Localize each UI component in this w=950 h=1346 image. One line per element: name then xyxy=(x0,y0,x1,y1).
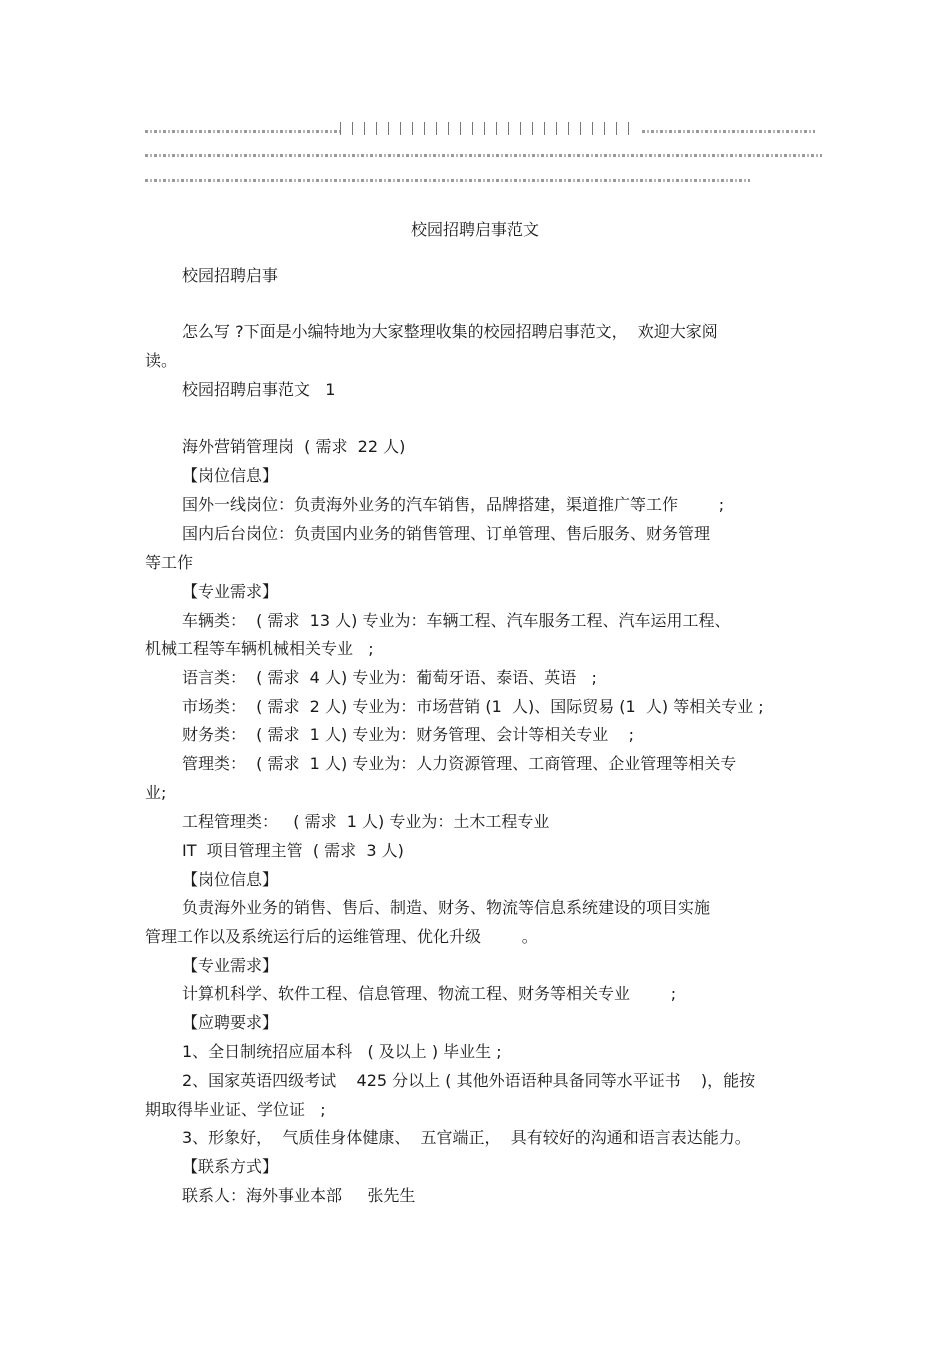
header-noise-line-2 xyxy=(145,154,822,157)
text-line: 机械工程等车辆机械相关专业 ; xyxy=(145,639,374,658)
text-line: 【应聘要求】 xyxy=(182,1013,279,1032)
text-line: 等工作 xyxy=(145,553,194,572)
text-line: 管理类： ( 需求 1 人) 专业为：人力资源管理、工商管理、企业管理等相关专 xyxy=(182,754,737,773)
text-line: 3、形象好， 气质佳身体健康、 五官端正， 具有较好的沟通和语言表达能力。 xyxy=(182,1128,751,1147)
text-line: 【专业需求】 xyxy=(182,956,279,975)
text-line: 工程管理类： ( 需求 1 人) 专业为：土木工程专业 xyxy=(182,812,550,831)
text-line: 校园招聘启事 xyxy=(182,266,279,285)
text-line: 财务类： ( 需求 1 人) 专业为：财务管理、会计等相关专业 ; xyxy=(182,725,635,744)
text-line: 读。 xyxy=(145,351,178,370)
text-line: 1、全日制统招应届本科 ( 及以上 ) 毕业生 ; xyxy=(182,1042,502,1061)
text-line: 2、国家英语四级考试 425 分以上 ( 其他外语语种具备同等水平证书 )，能按 xyxy=(182,1071,756,1090)
text-line: 国内后台岗位：负责国内业务的销售管理、订单管理、售后服务、财务管理 xyxy=(182,524,711,543)
text-line: 海外营销管理岗 ( 需求 22 人) xyxy=(182,437,406,456)
header-noise-ticks xyxy=(340,122,640,135)
header-noise-line-1b xyxy=(642,130,815,133)
text-line: 负责海外业务的销售、售后、制造、财务、物流等信息系统建设的项目实施 xyxy=(182,898,711,917)
text-line: IT 项目管理主管 ( 需求 3 人) xyxy=(182,841,404,860)
text-line: 语言类： ( 需求 4 人) 专业为：葡萄牙语、泰语、英语 ; xyxy=(182,668,597,687)
text-line: 计算机科学、软件工程、信息管理、物流工程、财务等相关专业 ; xyxy=(182,984,677,1003)
text-line: 联系人：海外事业本部 张先生 xyxy=(182,1186,416,1205)
text-line: 【联系方式】 xyxy=(182,1157,279,1176)
text-line: 市场类： ( 需求 2 人) 专业为：市场营销 (1 人)、国际贸易 (1 人) 等相关专业 ; xyxy=(182,697,764,716)
text-line: 管理工作以及系统运行后的运维管理、优化升级 。 xyxy=(145,927,538,946)
text-line: 【岗位信息】 xyxy=(182,466,279,485)
text-line: 校园招聘启事范文 1 xyxy=(182,380,336,399)
text-line: 车辆类： ( 需求 13 人) 专业为：车辆工程、汽车服务工程、汽车运用工程、 xyxy=(182,611,731,630)
text-line: 国外一线岗位：负责海外业务的汽车销售，品牌搭建，渠道推广等工作 ; xyxy=(182,495,725,514)
header-noise-line-1 xyxy=(145,130,340,133)
text-line: 【专业需求】 xyxy=(182,582,279,601)
document-title: 校园招聘启事范文 xyxy=(410,220,539,239)
text-line: 怎么写 ?下面是小编特地为大家整理收集的校园招聘启事范文， 欢迎大家阅 xyxy=(182,322,718,341)
text-line: 【岗位信息】 xyxy=(182,870,279,889)
header-noise-line-3 xyxy=(145,179,750,182)
text-line: 业; xyxy=(145,783,167,802)
text-line: 期取得毕业证、学位证 ; xyxy=(145,1100,326,1119)
